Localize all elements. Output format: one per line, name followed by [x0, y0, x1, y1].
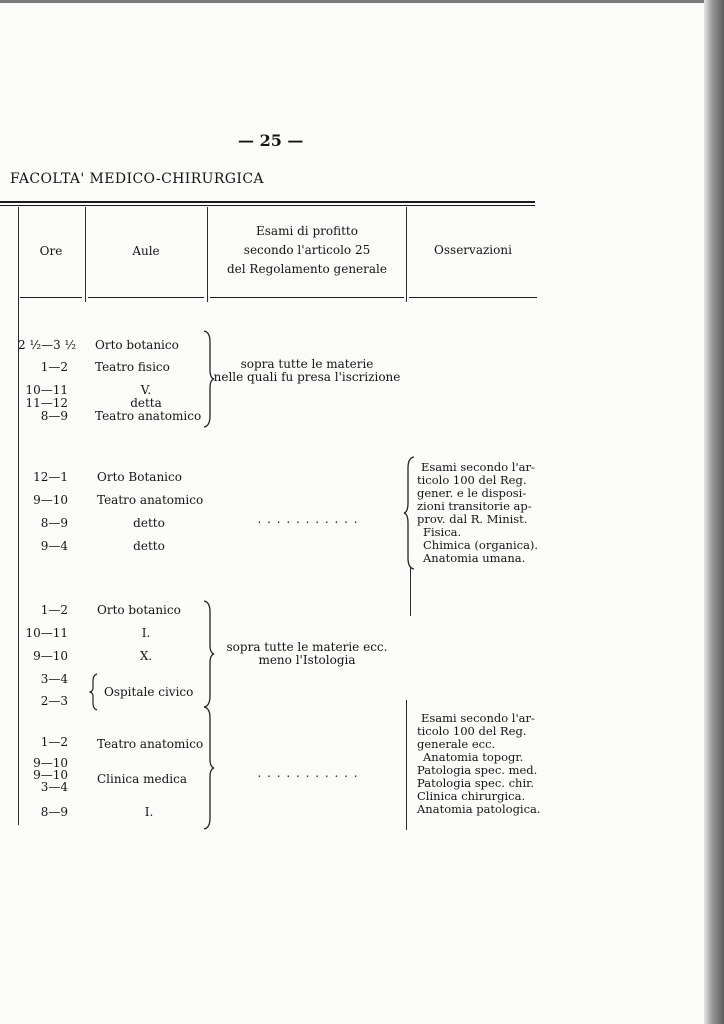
- header-underline-osservazioni: [409, 297, 537, 298]
- b4-aula-1: Teatro anatomico: [97, 737, 204, 751]
- b4-obs-8: Anatomia patologica.: [417, 802, 541, 816]
- header-underline-esami: [210, 297, 404, 298]
- b4-ore-3: 9—10: [33, 768, 68, 782]
- b2-ore-3: 8—9: [40, 516, 68, 530]
- table-top-rule-thin: [0, 205, 535, 206]
- b4-obs-7: Clinica chirurgica.: [417, 789, 526, 803]
- b1-aula-4: detta: [130, 396, 162, 410]
- b4-obs-2: ticolo 100 del Reg.: [417, 724, 527, 738]
- b4-obs-1: Esami secondo l'ar-: [421, 711, 535, 725]
- b4-obs-5: Patologia spec. med.: [417, 763, 538, 777]
- b4-ore-1: 1—2: [40, 735, 68, 749]
- table-top-rule: [0, 201, 535, 203]
- b3-esami-line-1: sopra tutte le materie ecc.: [226, 640, 388, 654]
- header-esami-line-1: Esami di profitto: [256, 224, 358, 238]
- b3-ore-1: 1—2: [40, 603, 68, 617]
- b1-aula-1: Orto botanico: [95, 338, 179, 352]
- b2-obs-3: gener. e le disposi-: [417, 486, 527, 500]
- b2-ore-4: 9—4: [40, 539, 68, 553]
- b4-ore-5: 8—9: [40, 805, 68, 819]
- b2-ore-2: 9—10: [33, 493, 68, 507]
- b1-aula-2: Teatro fisico: [95, 360, 170, 374]
- header-osservazioni: Osservazioni: [434, 243, 512, 257]
- b1-ore-3: 10—11: [25, 383, 68, 397]
- top-edge-shadow: [0, 0, 704, 3]
- b4-aula-3: I.: [144, 805, 154, 819]
- b3-ore-4: 3—4: [40, 672, 68, 686]
- b2-obs-1: Esami secondo l'ar-: [421, 460, 535, 474]
- b2-aula-3: detto: [133, 516, 165, 530]
- b3-ore-2: 10—11: [25, 626, 68, 640]
- b2-esami-dots: . . . . . . . . . . .: [257, 512, 359, 526]
- page-number: — 25 —: [238, 131, 304, 150]
- b1-ore-5: 8—9: [40, 409, 68, 423]
- b2-obs-brace-icon: [403, 456, 417, 570]
- b2-aula-4: detto: [133, 539, 165, 553]
- b1-ore-4: 11—12: [25, 396, 68, 410]
- b3-ospitale-brace-icon: [89, 673, 99, 711]
- b1-ore-1: 2 ½—3 ½: [18, 338, 77, 352]
- b4-esami-rule: [406, 700, 407, 830]
- col-divider-3: [406, 207, 407, 302]
- b2-obs-6: Fisica.: [423, 525, 462, 539]
- b2-obs-7: Chimica (organica).: [423, 538, 539, 552]
- header-underline-ore: [20, 297, 82, 298]
- b4-aula-2: Clinica medica: [97, 772, 187, 786]
- header-esami-line-2: secondo l'articolo 25: [243, 243, 371, 257]
- b2-aula-2: Teatro anatomico: [97, 493, 204, 507]
- b2-aula-1: Orto Botanico: [97, 470, 182, 484]
- b4-obs-3: generale ecc.: [417, 737, 496, 751]
- faculty-title: FACOLTA' MEDICO-CHIRURGICA: [10, 171, 264, 187]
- b3-aula-2: I.: [141, 626, 151, 640]
- b4-obs-6: Patologia spec. chir.: [417, 776, 535, 790]
- header-esami-line-3: del Regolamento generale: [227, 262, 387, 276]
- header-aule: Aule: [132, 244, 160, 258]
- header-ore: Ore: [39, 244, 63, 258]
- b2-ore-1: 12—1: [33, 470, 68, 484]
- b3-esami-line-2: meno l'Istologia: [258, 653, 356, 667]
- b3-ore-5: 2—3: [40, 694, 68, 708]
- b1-ore-2: 1—2: [40, 360, 68, 374]
- b4-ore-4: 3—4: [40, 780, 68, 794]
- b4-obs-4: Anatomia topogr.: [423, 750, 524, 764]
- b3-aula-1: Orto botanico: [97, 603, 181, 617]
- b3-aula-4: Ospitale civico: [104, 685, 194, 699]
- b1-esami-line-1: sopra tutte le materie: [240, 357, 374, 371]
- b2-obs-8: Anatomia umana.: [423, 551, 526, 565]
- b2-obs-5: prov. dal R. Minist.: [417, 512, 528, 526]
- col-divider-1: [85, 207, 86, 302]
- b1-aula-5: Teatro anatomico: [95, 409, 202, 423]
- b2-obs-2: ticolo 100 del Reg.: [417, 473, 527, 487]
- header-underline-aule: [88, 297, 204, 298]
- b4-ore-2: 9—10: [33, 756, 68, 770]
- page-edge-shadow: [704, 0, 724, 1024]
- b2-obs-4: zioni transitorie ap-: [417, 499, 532, 513]
- b3-ore-3: 9—10: [33, 649, 68, 663]
- b1-aula-3: V.: [140, 383, 152, 397]
- b4-brace-icon: [201, 706, 215, 830]
- b4-esami-dots: . . . . . . . . . . .: [257, 766, 359, 780]
- b2-obs-rule: [410, 566, 411, 616]
- b3-aula-3: X.: [139, 649, 153, 663]
- col-divider-2: [207, 207, 208, 302]
- b1-esami-line-2: nelle quali fu presa l'iscrizione: [213, 370, 401, 384]
